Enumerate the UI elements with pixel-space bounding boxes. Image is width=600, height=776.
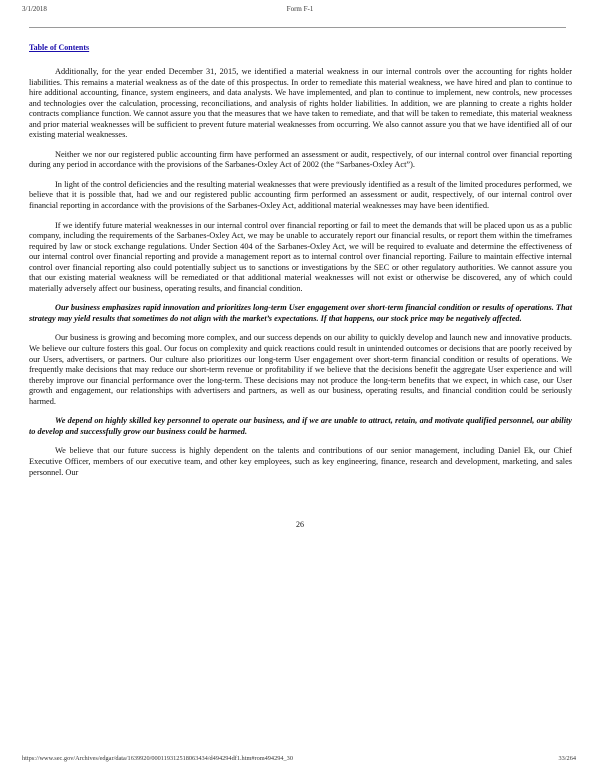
- header-divider: [29, 27, 566, 28]
- paragraph-material-weakness-2015: Additionally, for the year ended December 31, 2015, we identified a material weakness in our internal controls over the accounting for rights holder liabilities. This remains a material weakness as of the date of this prospectus. In order to remediate this material weakness, we have hired and plan to continue to hire additional accounting, finance, system engineers, and data analysts. We have implemented, and plan to continue to implement, new controls, new processes and technologies over the calculation, processing, reconciliations, and analysis of rights holder liabilities. In addition, we are planning to create a rights holder contracts compliance function. We cannot assure you that the measures that we have taken to remediate, and that will be taken to remediate, this material weakness and prior material weaknesses will be sufficient to prevent future material weaknesses from occurring. We also cannot assure you that we have identified all of our existing material weaknesses.: [29, 67, 572, 140]
- paragraph-control-deficiencies: In light of the control deficiencies and the resulting material weaknesses that were previously identified as a result of the limited procedures performed, we believe that it is possible that, had we and our registered public accounting firm performed an assessment or audit, respectively, of our internal control over financial reporting in accordance with the provisions of the Sarbanes-Oxley Act, additional material weaknesses may have been identified.: [29, 179, 572, 211]
- table-of-contents-link[interactable]: Table of Contents: [29, 43, 90, 52]
- header-title: Form F-1: [286, 5, 314, 13]
- risk-heading-key-personnel: We depend on highly skilled key personnel to operate our business, and if we are unable to attract, retain, and motivate qualified personnel, our ability to develop and successfully grow our business could be harmed.: [29, 416, 572, 436]
- paragraph-no-assessment: Neither we nor our registered public accounting firm have performed an assessment or audit, respectively, of our internal control over financial reporting during any period in accordance with the provisions of the Sarbanes-Oxley Act of 2002 (the “Sarbanes-Oxley Act”).: [29, 149, 572, 170]
- header-date: 3/1/2018: [22, 5, 47, 13]
- footer-page-count: 33/264: [558, 755, 576, 762]
- page-number: 26: [296, 520, 304, 529]
- document-body: [29, 67, 572, 487]
- risk-heading-rapid-innovation: Our business emphasizes rapid innovation and prioritizes long-term User engagement over short-term financial condition or results of operations. That strategy may yield results that sometimes do not align with the market’s expectations. If that happens, our stock price may be negatively affected.: [29, 303, 573, 323]
- paragraph-business-growing: Our business is growing and becoming more complex, and our success depends on our ability to quickly develop and launch new and innovative products. We believe our culture fosters this goal. Our focus on complexity and quick reactions could result in unintended outcomes or decisions that are poorly received by our Users, advertisers, or partners. Our culture also prioritizes our long-term User engagement over short-term financial condition or results of operations. We frequently make decisions that may reduce our short-term revenue or profitability if we believe that the decisions benefit the aggregate User experience and will thereby improve our financial performance over the long-term. These decisions may not produce the long-term benefits that we expect, in which case, our User growth and engagement, our relationships with advertisers and partners, as well as our business, operating results, and financial condition could be seriously harmed.: [29, 333, 572, 406]
- paragraph-future-weaknesses: If we identify future material weaknesses in our internal control over financial reporting or fail to meet the demands that will be placed upon us as a public company, including the requirements of the Sarbanes-Oxley Act, we may be unable to accurately report our financial results, or report them within the timeframes required by law or stock exchange regulations. Under Section 404 of the Sarbanes-Oxley Act, we will be required to evaluate and determine the effectiveness of our internal control over financial reporting and provide a management report as to internal control over financial reporting. Failure to maintain effective internal control over financial reporting also could potentially subject us to sanctions or investigations by the SEC or other regulatory authorities. We cannot assure you that our existing material weakness will be remediated or that additional material weaknesses will not exist or otherwise be discovered, any of which could materially adversely affect our business, operating results, and financial condition.: [29, 220, 572, 293]
- paragraph-future-success: We believe that our future success is highly dependent on the talents and contributions of our senior management, including Daniel Ek, our Chief Executive Officer, members of our executive team, and other key employees, such as key engineering, finance, research and development, marketing, and sales personnel. Our: [29, 446, 572, 477]
- footer-url: https://www.sec.gov/Archives/edgar/data/1639920/000119312518063434/d494294df1.htm#rom494294_30: [22, 755, 293, 762]
